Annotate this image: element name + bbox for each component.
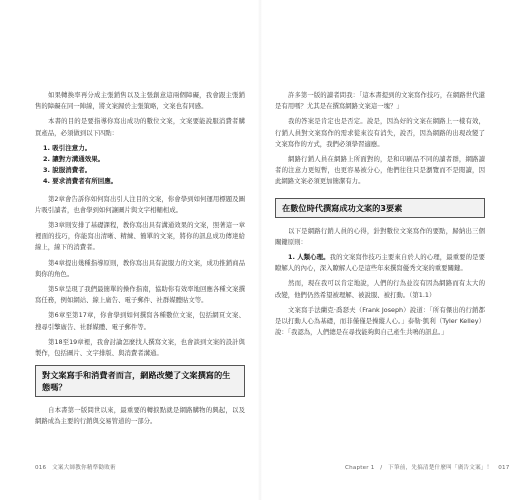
list-item: 3. 說服消費者。 <box>43 166 92 175</box>
left-paragraph: 第5章呈現了我們最簡單的操作指南，協助你有效率地回應各種文案撰寫任務，例如網站、線上廣告、電子郵件、社群媒體貼文等。 <box>35 285 245 305</box>
page-footer-left: 016 文案大師教你精準勸敗術 <box>35 465 116 471</box>
left-paragraph: 本書的目的是要指導你寫出成功的數位文案，文案要能說服消費者購買產品，必須做到以下四點： <box>35 117 245 137</box>
right-point-paragraph <box>275 252 485 274</box>
point-text: 我的文案寫作技巧主要來自於人的心理，最重要的是要瞭解人的內心，深入瞭解人心是這些年來撰寫優秀文案的重要關鍵。 <box>275 253 486 273</box>
right-paragraph: 我的答案是肯定也是否定。說是，因為好的文案在網路上一樣有效，行銷人員對文案寫作的需求從來沒有消失，說否，因為網路的出現改變了文案寫作的方式，我們必須學習適應。 <box>275 117 485 148</box>
left-paragraph: 第18至19章裡，我會討論怎麼找人撰寫文案，也會談到文案的設計與製作，包括圖片、文字排版、與消費者溝通。 <box>35 337 245 358</box>
book-gutter <box>258 0 262 500</box>
list-item: 1. 吸引注意力。 <box>43 143 92 152</box>
right-paragraph: 以下是網路行銷人員的心得，針對數位文案寫作的要點，歸納出三個關鍵原則： <box>275 226 485 246</box>
left-page <box>35 90 245 432</box>
right-paragraph: 許多第一版的讀者問我：「這本書提到的文案寫作技巧，在網路世代還是有用嗎？尤其是在撰寫網路文案這一塊？」 <box>275 91 485 111</box>
left-paragraph: 第4章提出幾種指導原則，教你寫出具有說服力的文案，成功推銷商品與你的角色。 <box>35 258 245 278</box>
list-item: 2. 讓對方溝通效果。 <box>43 155 105 164</box>
left-paragraph: 自本書第一版問世以來，最重要的轉捩點就是網路購物的興起，以及網路成為主要的行銷與交易管道的一部分。 <box>35 406 245 426</box>
right-page <box>275 90 485 342</box>
point-label: 1. 人類心理。 <box>288 253 330 262</box>
left-paragraph: 第2章會告訴你如何寫出引人注目的文案，你會學到如何運用標題及圖片吸引讀者，也會學到如何讓圖片與文字相輔相成。 <box>35 194 245 214</box>
left-paragraph: 如果轉換率再分成主張銷售以及主張創意這兩個障礙，我會跟主張銷售的障礙在同一陣線，將文案歸於主張策略，文案也有同感。 <box>35 91 245 111</box>
left-paragraph: 第3章則安排了基礎課程，教你寫出具有溝通效果的文案，照著這一章裡面的技巧，你能寫出清晰、精練、簡單的文案，將你的訊息成功傳達給線上，線下的消費者。 <box>35 221 245 252</box>
section-heading: 對文案寫手和消費者而言，網路改變了文案撰寫的生態嗎？ <box>35 365 245 397</box>
section-heading: 在數位時代撰寫成功文案的3要素 <box>275 198 485 218</box>
left-paragraph: 第6章至第17章，你會學到如何撰寫各種數位文案，包括網頁文案、搜尋引擎廣告、社群媒體、電子郵件等。 <box>35 311 245 331</box>
list-item: 4. 要求消費者有所回應。 <box>43 177 118 186</box>
right-paragraph: 文案寫手法蘭克‧喬瑟夫（Frank Joseph）說道：「所有傑出的行銷都是以打動人心為基礎，而非僅僅是操縱人心。」泰勒‧凱利（Tyler Kelley）說：「我認為，人們總是在尋找能夠與自己產生共鳴的訊息。」 <box>275 305 485 337</box>
right-paragraph: 然而，現在我可以肯定地說，人們的行為並沒有因為網路而有太大的改變，他們仍然希望被理解、被說服、被打動。（第1.1） <box>275 279 485 299</box>
left-numbered-list <box>43 143 245 188</box>
page-footer-right: Chapter 1 / 下筆前，先搞清楚什麼叫「廣告文案」！ 017 <box>345 465 510 471</box>
right-paragraph: 網路行銷人員在網路上所面對的，是和印刷品不同的讀者群，網路讀者的注意力更短暫，也更容易被分心，他們往往只是瀏覽而不是閱讀，因此網路文案必須更加簡潔有力。 <box>275 155 485 186</box>
